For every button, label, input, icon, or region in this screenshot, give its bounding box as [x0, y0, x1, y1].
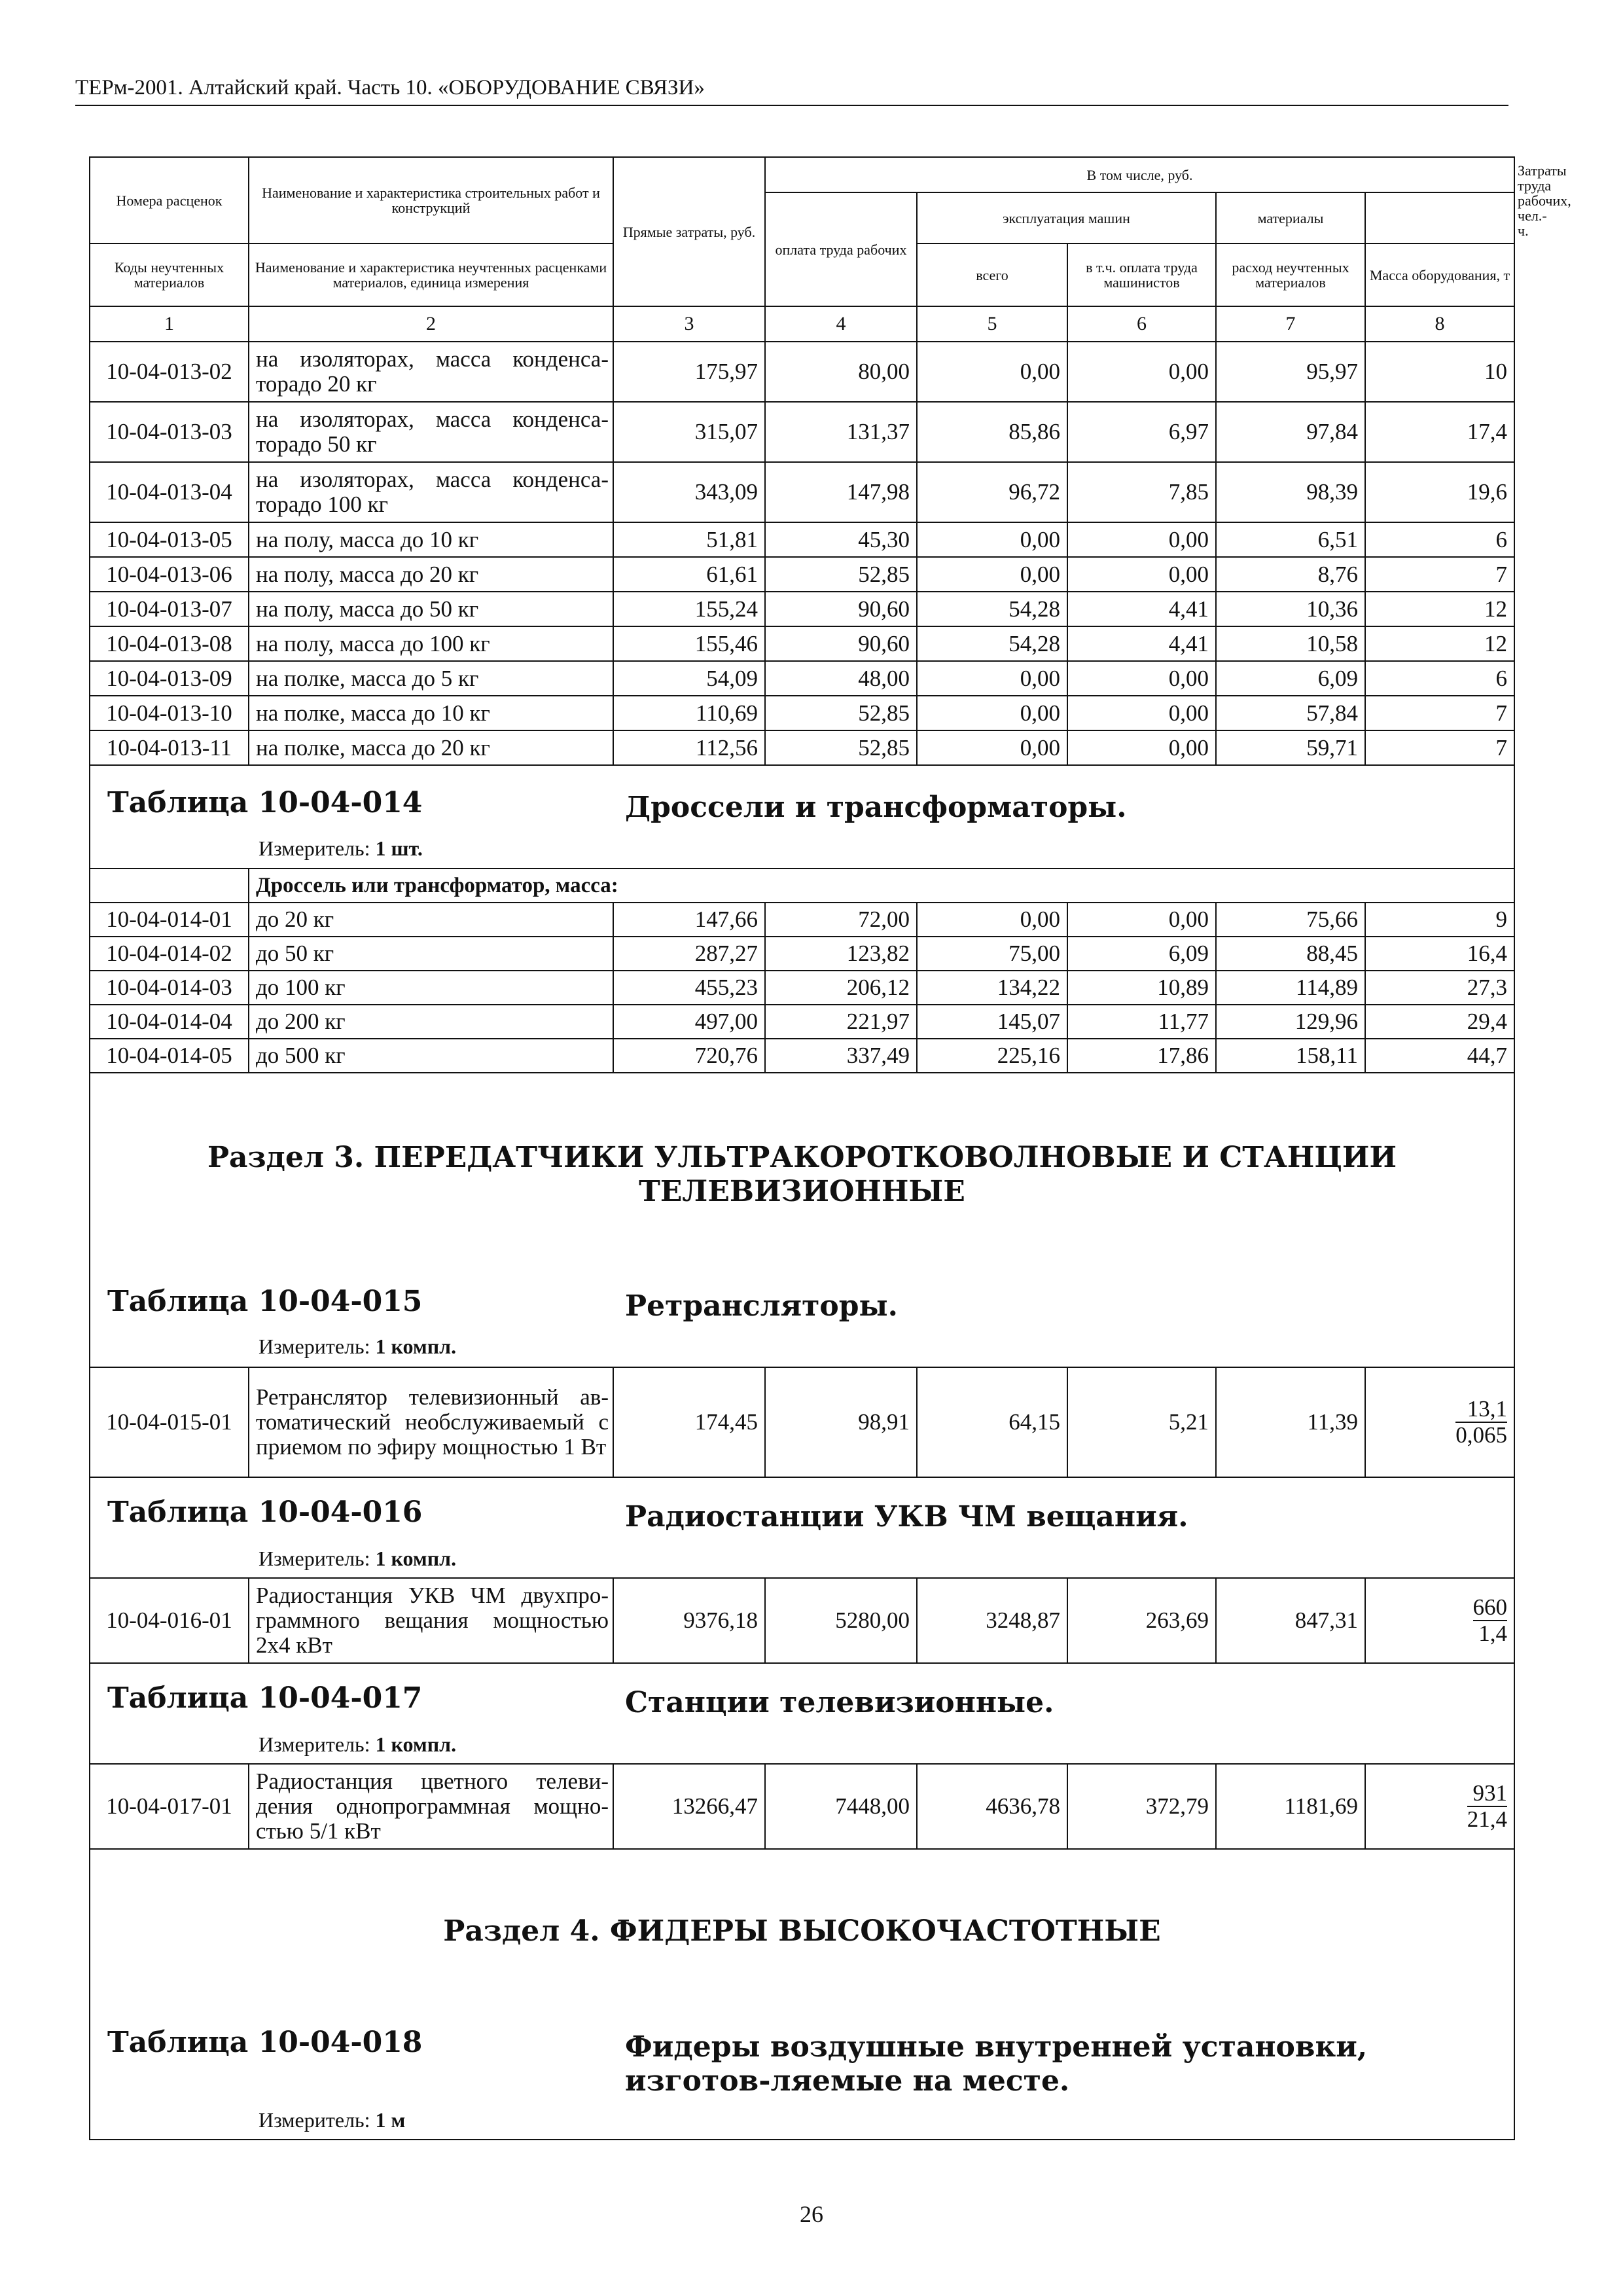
rate-name: до 200 кг — [249, 1005, 613, 1039]
table-row — [90, 342, 1514, 402]
col-number: 4 — [765, 306, 917, 342]
machines-total: 3248,87 — [917, 1578, 1067, 1663]
machines-total: 0,00 — [917, 557, 1067, 592]
machinist-wages: 0,00 — [1067, 522, 1216, 557]
col-number: 2 — [249, 306, 613, 342]
machinist-wages: 0,00 — [1067, 696, 1216, 730]
rate-code: 10-04-013-11 — [90, 730, 249, 765]
direct-costs: 13266,47 — [613, 1764, 765, 1849]
header-rule — [75, 105, 1508, 106]
machines-total: 0,00 — [917, 696, 1067, 730]
col-number: 3 — [613, 306, 765, 342]
table-014-title: Таблица 10-04-014 — [107, 786, 423, 819]
wages: 52,85 — [765, 696, 917, 730]
machinist-wages: 0,00 — [1067, 557, 1216, 592]
labor-cost-over-mass — [1365, 1367, 1514, 1477]
labor-cost: 6 — [1365, 522, 1514, 557]
machines-total: 54,28 — [917, 626, 1067, 661]
labor-cost: 6 — [1365, 661, 1514, 696]
table-row — [90, 971, 1514, 1005]
rate-code: 10-04-013-06 — [90, 557, 249, 592]
machines-total: 54,28 — [917, 592, 1067, 626]
machines-total: 145,07 — [917, 1005, 1067, 1039]
col-number: 1 — [90, 306, 249, 342]
labor-cost: 7 — [1365, 730, 1514, 765]
direct-costs: 343,09 — [613, 462, 765, 522]
table-row — [90, 1578, 1514, 1663]
labor-cost-over-mass — [1365, 1578, 1514, 1663]
table-018-name: Фидеры воздушные внутренней установки, изготов-ляемые на месте. — [625, 2030, 1368, 2098]
wages: 52,85 — [765, 730, 917, 765]
rate-code: 10-04-015-01 — [90, 1367, 249, 1477]
rate-code: 10-04-013-09 — [90, 661, 249, 696]
hdr-incl-wages: в т.ч. оплата труда машинистов — [1067, 243, 1216, 306]
machines-total: 225,16 — [917, 1039, 1067, 1073]
direct-costs: 112,56 — [613, 730, 765, 765]
rate-name: Радиостанция УКВ ЧМ двухпро-граммного вещания мощностью 2х4 кВт — [249, 1578, 613, 1663]
table-016-name: Радиостанции УКВ ЧМ вещания. — [625, 1500, 1188, 1534]
labor-cost: 12 — [1365, 592, 1514, 626]
materials: 97,84 — [1216, 402, 1365, 462]
materials: 8,76 — [1216, 557, 1365, 592]
table-row — [90, 626, 1514, 661]
machines-total: 85,86 — [917, 402, 1067, 462]
table-row — [90, 903, 1514, 937]
labor-cost: 931 — [1467, 1781, 1507, 1807]
materials: 129,96 — [1216, 1005, 1365, 1039]
table-015-name: Ретрансляторы. — [625, 1289, 898, 1323]
table-row — [90, 1039, 1514, 1073]
materials: 158,11 — [1216, 1039, 1365, 1073]
hdr-direct-costs: Прямые затраты, руб. — [613, 157, 765, 306]
materials: 10,58 — [1216, 626, 1365, 661]
machines-total: 134,22 — [917, 971, 1067, 1005]
wages: 98,91 — [765, 1367, 917, 1477]
table-014-heading — [90, 765, 1514, 869]
hdr-materials: материалы — [1216, 192, 1365, 243]
rate-name: на изоляторах, масса конденса-торадо 20 кг — [249, 342, 613, 402]
machines-total: 0,00 — [917, 522, 1067, 557]
direct-costs: 497,00 — [613, 1005, 765, 1039]
rate-code: 10-04-013-07 — [90, 592, 249, 626]
machinist-wages: 263,69 — [1067, 1578, 1216, 1663]
table-016-measure: Измеритель: 1 компл. — [259, 1547, 457, 1570]
rates-table: Номера расценок Наименование и характеристика строительных работ и конструкций Прямые затраты, руб. В том числе, руб. Затраты труда рабочих, чел.-ч. оплата труда рабочих эксплуатация машин материалы Коды неучтенных материалов Наименование и характеристика неучтенных расценками материалов, единица измерения всего в т.ч. оплата труда машинистов расход неучтенных материалов Масса оборудования, т 1 2 3 4 5 6 7 8 10-04-013-02 на изоляторах, масса конденса-торадо 20 кг 175,97 80,00 0,00 0,00 95,97 10 10-04-013-03 на изоляторах, масса конденса-торадо 50 кг 315,07 131,37 85,86 6,97 97,84 17,4 10-04-013-04 на изоляторах, масса конденса-торадо 100 кг 343,09 147,98 96,72 7,85 98,39 19,6 10-04-013-05 на полу, масса до 10 кг 51,81 45,30 0,00 0,00 6,51 6 10-04-013-06 на полу, масса до 20 кг 61,61 52,85 0,00 0,00 8,76 7 10-04-013-07 на полу, масса до 50 кг 155,24 90,60 54,28 4,41 10,36 12 10-04-013-08 на полу, масса до 100 кг 155,46 90,60 54,28 4,41 10,58 12 10-04-013-09 на полке, масса до 5 кг 54,09 48,00 0,00 0,00 6,09 6 10-04-013-10 на полке, масса до 10 кг 110,69 52,85 0,00 0,00 57,84 7 10-04-013-11 на полке, масса до 20 кг 112,56 52,85 0,00 0,00 59,71 7 Таблица 10-04-014 Дроссели и трансформаторы. Измеритель: 1 шт. Дроссель или трансформатор, масса: 10-04-014-01 до 20 кг 147,66 72,00 0,00 0,00 75,66 9 10-04-014-02 до 50 кг 287,27 123,82 75,00 6,09 88,45 16,4 10-04-014-03 до 100 кг 455,23 206,12 134,22 10,89 114,89 27,3 10-04-014-04 до 200 кг 497,00 221,97 145,07 11,77 129,96 29,4 10-04-014-05 до 500 кг 720,76 337,49 225,16 17,86 158,11 44,7 Раздел 3. ПЕРЕДАТЧИКИ УЛЬТРАКОРОТКОВОЛНОВЫЕ И СТАНЦИИ ТЕЛЕВИЗИОННЫЕ Таблица 10-04-015 Ретрансляторы. Измеритель: 1 компл. 10-04-015-01 Ретранслятор телевизионный ав-томатический необслуживаемый с приемом по эфиру мощностью 1 Вт 174,45 98,91 64,15 5,21 11,39 $\frac{13,1}{0,065}$ Таблица 10-04-016 Радиостанции УКВ ЧМ вещания. Измеритель: 1 компл. 10-04-016-01 Радиостанция УКВ ЧМ двухпро-граммного вещания мощностью 2х4 кВт 9376,18 5280,00 3248,87 263,69 847,31 $\frac{660}{1,4}$ Таблица 10-04-017 Станции телевизионные. Измеритель: 1 компл. 10-04-017-01 Радиостанция цветного телеви-дения однопрограммная мощно-стью 5/1 кВт 13266,47 7448,00 4636,78 372,79 1181,69 $\frac{931}{21,4}$ Раздел 4. ФИДЕРЫ ВЫСОКОЧАСТОТНЫЕ Таблица 10-04-018 Фидеры воздушные внутренней установки, изготов-ляемые на месте. Измеритель: 1 м — [89, 156, 1515, 2140]
col-number: 8 — [1365, 306, 1514, 342]
section-4-title: Раздел 4. ФИДЕРЫ ВЫСОКОЧАСТОТНЫЕ — [443, 1914, 1161, 1948]
wages: 337,49 — [765, 1039, 917, 1073]
labor-cost: 27,3 — [1365, 971, 1514, 1005]
table-row — [90, 592, 1514, 626]
materials: 98,39 — [1216, 462, 1365, 522]
rate-name: на полу, масса до 10 кг — [249, 522, 613, 557]
wages: 147,98 — [765, 462, 917, 522]
direct-costs: 61,61 — [613, 557, 765, 592]
materials: 75,66 — [1216, 903, 1365, 937]
rate-name: до 50 кг — [249, 937, 613, 971]
machinist-wages: 0,00 — [1067, 661, 1216, 696]
rate-name: на полке, масса до 20 кг — [249, 730, 613, 765]
section-3-block — [90, 1073, 1514, 1367]
wages: 123,82 — [765, 937, 917, 971]
equipment-mass: 21,4 — [1467, 1806, 1508, 1832]
rate-code: 10-04-014-03 — [90, 971, 249, 1005]
hdr-equip-mass: Масса оборудования, т — [1365, 243, 1514, 306]
materials: 88,45 — [1216, 937, 1365, 971]
wages: 90,60 — [765, 592, 917, 626]
direct-costs: 174,45 — [613, 1367, 765, 1477]
direct-costs: 51,81 — [613, 522, 765, 557]
hdr-machines: эксплуатация машин — [917, 192, 1216, 243]
labor-cost: 10 — [1365, 342, 1514, 402]
wages: 5280,00 — [765, 1578, 917, 1663]
direct-costs: 155,24 — [613, 592, 765, 626]
table-018-title: Таблица 10-04-018 — [107, 2026, 423, 2059]
table-017-measure: Измеритель: 1 компл. — [259, 1732, 457, 1756]
rate-code: 10-04-013-08 — [90, 626, 249, 661]
table-014-subheading: Дроссель или трансформатор, масса: — [249, 869, 1514, 903]
labor-cost: 13,1 — [1455, 1397, 1507, 1423]
table-015-measure: Измеритель: 1 компл. — [259, 1335, 457, 1358]
col-number: 6 — [1067, 306, 1216, 342]
machines-total: 0,00 — [917, 661, 1067, 696]
direct-costs: 9376,18 — [613, 1578, 765, 1663]
table-014-measure: Измеритель: 1 шт. — [259, 836, 423, 860]
rate-code: 10-04-013-10 — [90, 696, 249, 730]
machinist-wages: 17,86 — [1067, 1039, 1216, 1073]
table-017-name: Станции телевизионные. — [625, 1686, 1054, 1719]
wages: 80,00 — [765, 342, 917, 402]
table-row — [90, 402, 1514, 462]
wages: 90,60 — [765, 626, 917, 661]
rate-code: 10-04-013-02 — [90, 342, 249, 402]
hdr-mat-codes: Коды неучтенных материалов — [90, 243, 249, 306]
materials: 11,39 — [1216, 1367, 1365, 1477]
machinist-wages: 4,41 — [1067, 626, 1216, 661]
machines-total: 0,00 — [917, 342, 1067, 402]
wages: 206,12 — [765, 971, 917, 1005]
labor-cost: 19,6 — [1365, 462, 1514, 522]
col-number: 5 — [917, 306, 1067, 342]
direct-costs: 315,07 — [613, 402, 765, 462]
materials: 6,09 — [1216, 661, 1365, 696]
rate-code: 10-04-014-04 — [90, 1005, 249, 1039]
table-row — [90, 522, 1514, 557]
labor-cost: 9 — [1365, 903, 1514, 937]
machinist-wages: 6,97 — [1067, 402, 1216, 462]
rate-code: 10-04-013-04 — [90, 462, 249, 522]
section-4-block — [90, 1849, 1514, 2140]
table-row — [90, 730, 1514, 765]
wages: 52,85 — [765, 557, 917, 592]
table-016-title: Таблица 10-04-016 — [107, 1496, 423, 1529]
materials: 10,36 — [1216, 592, 1365, 626]
direct-costs: 147,66 — [613, 903, 765, 937]
col-number: 7 — [1216, 306, 1365, 342]
page-header: ТЕРм-2001. Алтайский край. Часть 10. «ОБОРУДОВАНИЕ СВЯЗИ» — [75, 76, 705, 99]
rate-code: 10-04-016-01 — [90, 1578, 249, 1663]
labor-cost: 17,4 — [1365, 402, 1514, 462]
machinist-wages: 0,00 — [1067, 903, 1216, 937]
wages: 7448,00 — [765, 1764, 917, 1849]
rate-code: 10-04-014-01 — [90, 903, 249, 937]
table-018-measure: Измеритель: 1 м — [259, 2108, 406, 2132]
rate-code: 10-04-014-05 — [90, 1039, 249, 1073]
table-row — [90, 1005, 1514, 1039]
table-row — [90, 1367, 1514, 1477]
direct-costs: 720,76 — [613, 1039, 765, 1073]
labor-cost: 29,4 — [1365, 1005, 1514, 1039]
machines-total: 96,72 — [917, 462, 1067, 522]
direct-costs: 455,23 — [613, 971, 765, 1005]
materials: 95,97 — [1216, 342, 1365, 402]
rate-name: на полу, масса до 20 кг — [249, 557, 613, 592]
rate-name: до 100 кг — [249, 971, 613, 1005]
direct-costs: 54,09 — [613, 661, 765, 696]
rate-name: Ретранслятор телевизионный ав-томатический необслуживаемый с приемом по эфиру мощностью 1 Вт — [249, 1367, 613, 1477]
rate-name: на изоляторах, масса конденса-торадо 50 кг — [249, 402, 613, 462]
machinist-wages: 5,21 — [1067, 1367, 1216, 1477]
materials: 57,84 — [1216, 696, 1365, 730]
rate-code: 10-04-017-01 — [90, 1764, 249, 1849]
rate-name: на изоляторах, масса конденса-торадо 100 кг — [249, 462, 613, 522]
equipment-mass: 0,065 — [1455, 1422, 1508, 1448]
subheading-spacer — [90, 869, 249, 903]
labor-cost: 12 — [1365, 626, 1514, 661]
rate-code: 10-04-013-03 — [90, 402, 249, 462]
hdr-work-name: Наименование и характеристика строительных работ и конструкций — [249, 157, 613, 243]
rate-name: на полу, масса до 100 кг — [249, 626, 613, 661]
table-016-heading — [90, 1477, 1514, 1578]
rate-name: на полке, масса до 10 кг — [249, 696, 613, 730]
wages: 72,00 — [765, 903, 917, 937]
hdr-in-that-number: В том числе, руб. — [765, 157, 1514, 192]
table-017-title: Таблица 10-04-017 — [107, 1681, 423, 1715]
rate-name: до 500 кг — [249, 1039, 613, 1073]
table-row — [90, 661, 1514, 696]
wages: 45,30 — [765, 522, 917, 557]
materials: 114,89 — [1216, 971, 1365, 1005]
machinist-wages: 0,00 — [1067, 730, 1216, 765]
rate-code: 10-04-013-05 — [90, 522, 249, 557]
machinist-wages: 10,89 — [1067, 971, 1216, 1005]
table-017-heading — [90, 1663, 1514, 1764]
hdr-total: всего — [917, 243, 1067, 306]
rate-name: на полу, масса до 50 кг — [249, 592, 613, 626]
section-3-title: Раздел 3. ПЕРЕДАТЧИКИ УЛЬТРАКОРОТКОВОЛНОВЫЕ И СТАНЦИИ ТЕЛЕВИЗИОННЫЕ — [207, 1141, 1397, 1208]
labor-cost: 44,7 — [1365, 1039, 1514, 1073]
labor-cost-over-mass — [1365, 1764, 1514, 1849]
wages: 131,37 — [765, 402, 917, 462]
machines-total: 75,00 — [917, 937, 1067, 971]
rate-name: до 20 кг — [249, 903, 613, 937]
hdr-wages: оплата труда рабочих — [765, 192, 917, 306]
wages: 221,97 — [765, 1005, 917, 1039]
labor-cost: 7 — [1365, 557, 1514, 592]
direct-costs: 287,27 — [613, 937, 765, 971]
hdr-mat-names: Наименование и характеристика неучтенных расценками материалов, единица измерения — [249, 243, 613, 306]
machines-total: 64,15 — [917, 1367, 1067, 1477]
machinist-wages: 0,00 — [1067, 342, 1216, 402]
table-row — [90, 1764, 1514, 1849]
hdr-rates-no: Номера расценок — [90, 157, 249, 243]
machinist-wages: 6,09 — [1067, 937, 1216, 971]
materials: 1181,69 — [1216, 1764, 1365, 1849]
labor-cost: 7 — [1365, 696, 1514, 730]
table-row — [90, 462, 1514, 522]
table-row — [90, 696, 1514, 730]
direct-costs: 175,97 — [613, 342, 765, 402]
table-014-name: Дроссели и трансформаторы. — [625, 791, 1127, 824]
rate-name: Радиостанция цветного телеви-дения однопрограммная мощно-стью 5/1 кВт — [249, 1764, 613, 1849]
machinist-wages: 372,79 — [1067, 1764, 1216, 1849]
rate-code: 10-04-014-02 — [90, 937, 249, 971]
equipment-mass: 1,4 — [1478, 1621, 1508, 1646]
materials: 59,71 — [1216, 730, 1365, 765]
machines-total: 0,00 — [917, 903, 1067, 937]
machines-total: 0,00 — [917, 730, 1067, 765]
labor-cost: 16,4 — [1365, 937, 1514, 971]
table-015-title: Таблица 10-04-015 — [107, 1285, 423, 1318]
materials: 847,31 — [1216, 1578, 1365, 1663]
page-number: 26 — [800, 2201, 823, 2227]
rate-name: на полке, масса до 5 кг — [249, 661, 613, 696]
machines-total: 4636,78 — [917, 1764, 1067, 1849]
materials: 6,51 — [1216, 522, 1365, 557]
hdr-mat-consumption: расход неучтенных материалов — [1216, 243, 1365, 306]
table-row — [90, 937, 1514, 971]
direct-costs: 110,69 — [613, 696, 765, 730]
machinist-wages: 4,41 — [1067, 592, 1216, 626]
wages: 48,00 — [765, 661, 917, 696]
table-row — [90, 557, 1514, 592]
direct-costs: 155,46 — [613, 626, 765, 661]
labor-cost: 660 — [1472, 1594, 1508, 1620]
machinist-wages: 7,85 — [1067, 462, 1216, 522]
machinist-wages: 11,77 — [1067, 1005, 1216, 1039]
